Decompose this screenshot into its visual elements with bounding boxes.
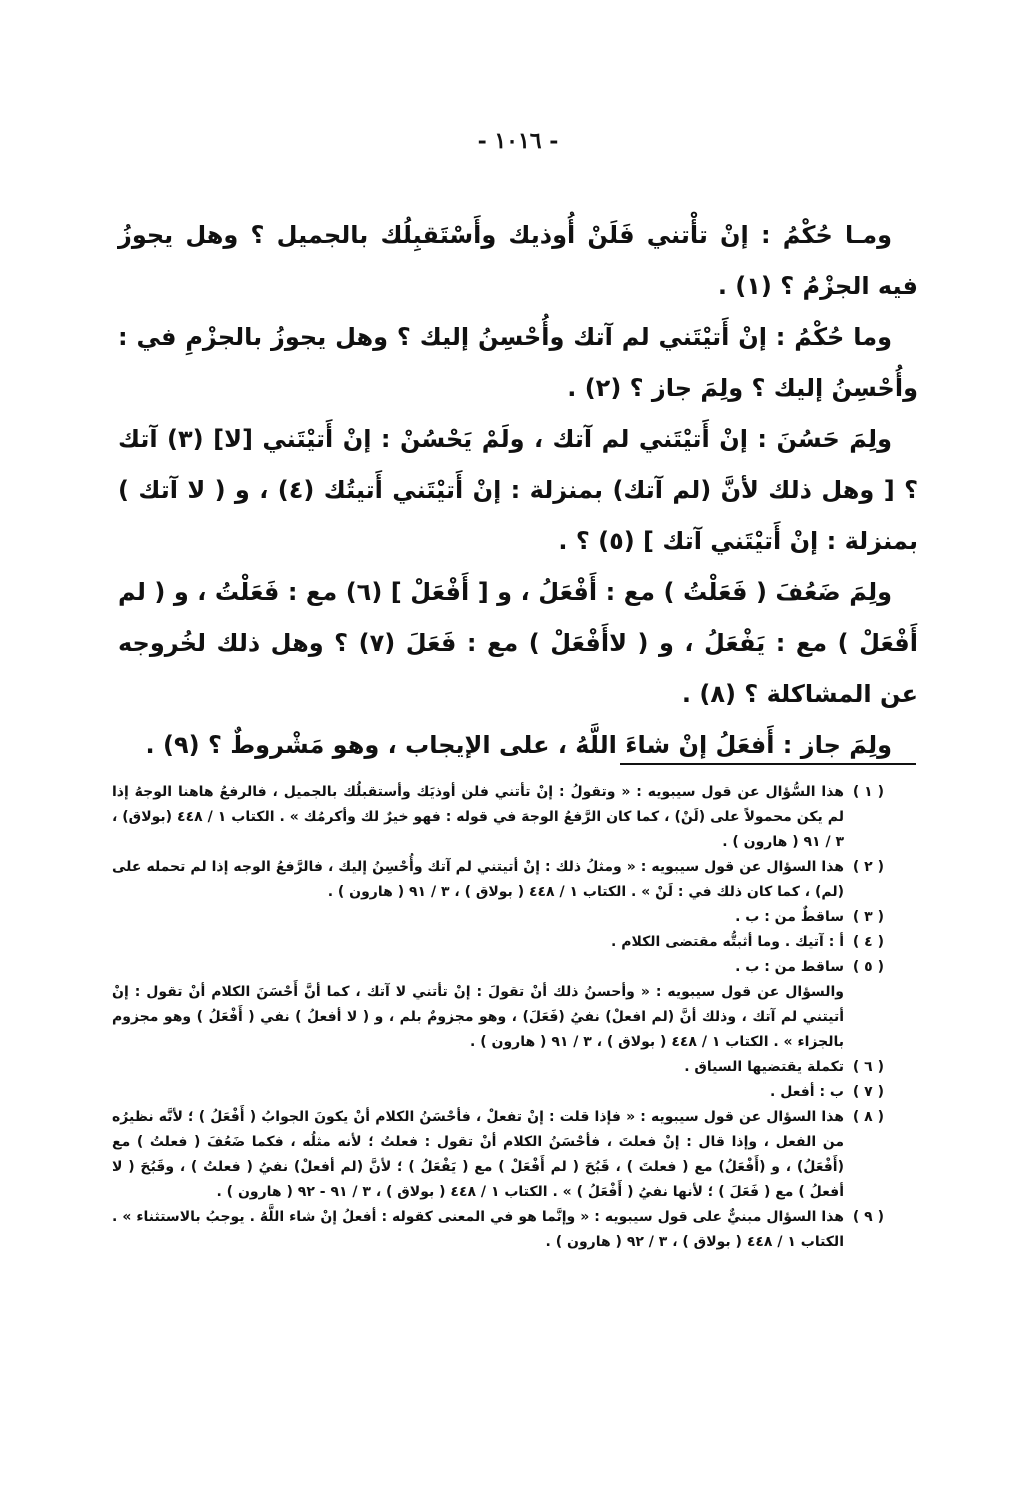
footnote-continuation: والسؤال عن قول سيبويه : « وأحسنُ ذلك أنْ تقولَ : إنْ تأتني لا آتك ، كما أنَّ أَحْسَنَ الكلام أنْ تقول : إنْ أتيتني لم آتك ، وذلك أنَّ (لم افعلْ) نفيُ (فَعَلَ) ، وهو مجزومٌ بلم ، و ( لا أفعلُ ) نفي ( أَفْعَلُ ) وهو مجزوم بالجزاء » . الكتاب ١ / ٤٤٨ ( بولاق ) ، ٣ / ٩١ ( هارون ) . (112, 984, 844, 1050)
paragraph: وما حُكْمُ : إنْ أَتيْتَني لم آتك وأُحْسِنُ إليك ؟ وهل يجوزُ بالجزْمِ في : وأُحْسِنُ إليك ؟ ولِمَ جاز ؟ (٢) . (118, 323, 918, 402)
footnote (112, 905, 884, 930)
footnote-separator (620, 763, 916, 765)
footnote-text: هذا السؤال عن قول سيبويه : « ومثلُ ذلك : إنْ أتيتني لم آتك وأُحْسِنُ إليك ، فالرَّفعُ الوجه إذا لم تحمله على (لم) ، كما كان ذلك في : لَنْ » . الكتاب ١ / ٤٤٨ ( بولاق ) ، ٣ / ٩١ ( هارون ) . (112, 859, 844, 900)
footnote (112, 955, 884, 980)
footnote-text: هذا السؤال مبنيٌّ على قول سيبويه : « وإنَّما هو في المعنى كقوله : أفعلُ إنْ شاء اللَّهُ . يوجبُ بالاستثناء » . الكتاب ١ / ٤٤٨ ( بولاق ) ، ٣ / ٩٢ ( هارون ) . (112, 1209, 844, 1250)
footnote-number: ( ٤ ) (852, 934, 884, 950)
footnote-number: ( ٢ ) (852, 859, 884, 875)
main-text (118, 210, 918, 771)
footnote-text: تكملة يقتضيها السياق . (684, 1059, 844, 1075)
footnote (112, 1105, 884, 1205)
footnote-text: أ : آتيك . وما أثبتُّه مقتضى الكلام . (611, 934, 844, 950)
paragraph: ولِمَ حَسُنَ : إنْ أَتيْتَني لم آتك ، ولَمْ يَحْسُنْ : إنْ أَتيْتَني [لا] (٣) آتك ؟ [ وهل ذلك لأنَّ (لم آتك) بمنزلة : إنْ أَتيْتَني أَتيتُك (٤) ، و ( لا آتك ) بمنزلة : إنْ أَتيْتَني آتك ] (٥) ؟ . (118, 425, 919, 555)
footnote-number: ( ٨ ) (852, 1109, 884, 1125)
footnote-number: ( ٧ ) (852, 1084, 884, 1100)
footnote-number: ( ٣ ) (852, 909, 884, 925)
paragraph: ولِمَ جاز : أَفعَلُ إنْ شاءَ اللَّهُ ، على الإيجاب ، وهو مَشْروطٌ ؟ (٩) . (145, 731, 892, 759)
footnote (112, 1080, 884, 1105)
footnote-number: ( ١ ) (852, 784, 884, 800)
footnote (112, 1205, 884, 1255)
page-number: - ١٠١٦ - (477, 128, 559, 154)
paragraph: ومـا حُكْمُ : إنْ تأْتني فَلَنْ أُوذيك وأَسْتَقبِلُك بالجميل ؟ وهل يجوزُ فيه الجزْمُ ؟ (١) . (118, 221, 918, 300)
paragraph: ولِمَ ضَعُفَ ( فَعَلْتُ ) مع : أَفْعَلُ ، و [ أَفْعَلْ ] (٦) مع : فَعَلْتُ ، و ( لم أَفْعَلْ ) مع : يَفْعَلُ ، و ( لاأَفْعَلْ ) مع : فَعَلَ (٧) ؟ وهل ذلك لخُروجه عن المشاكلة ؟ (٨) . (118, 578, 918, 708)
footnotes (112, 780, 884, 1255)
footnote-text: ساقطٌ من : ب . (735, 909, 844, 925)
footnote-text: هذا السُّؤال عن قول سيبويه : « وتقولُ : إنْ تأتني فلن أوذيَك وأستقبلُك بالجميل ، فالرفعُ هاهنا الوجهُ إذا لم يكن محمولاً على (لَنْ) ، كما كان الرَّفعُ الوجهَ في قوله : فهو خيرٌ لك وأكرمُك » . الكتاب ١ / ٤٤٨ (بولاق) ، ٣ / ٩١ ( هارون ) . (112, 784, 845, 850)
footnote-number: ( ٥ ) (852, 959, 884, 975)
footnote-text: ساقط من : ب . (735, 959, 844, 975)
footnote-text: ب : أفعل . (770, 1084, 844, 1100)
footnote (112, 930, 884, 955)
footnote (112, 1055, 884, 1080)
footnote (112, 855, 884, 905)
footnote-number: ( ٩ ) (852, 1209, 884, 1225)
footnote-number: ( ٦ ) (852, 1059, 884, 1075)
footnote (112, 780, 884, 855)
footnote-text: هذا السؤال عن قول سيبويه : « فإذا قلت : إنْ تفعلْ ، فأحْسَنُ الكلام أنْ يكونَ الجوابُ ( أَفْعَلُ ) ؛ لأنَّه نظيرُه من الفعل ، وإذا قال : إنْ فعلتَ ، فأحْسَنُ الكلام أنْ تقول : فعلتُ ؛ لأنه مثلُه ، فكما ضَعُفَ ( فعلتُ ) مع (أَفْعَلُ) ، و (أَفْعَلُ) مع ( فعلتَ ) ، قَبُحَ ( لم أَفْعَلْ ) مع ( يَفْعَلُ ) ؛ لأنَّ (لم أفعلْ) نفيُ ( فعلتُ ) ، وقَبُحَ ( لا أفعلُ ) مع ( فَعَلَ ) ؛ لأنها نفيُ ( أَفْعَلُ ) » . الكتاب ١ / ٤٤٨ ( بولاق ) ، ٣ / ٩١ - ٩٢ ( هارون ) . (112, 1109, 844, 1200)
